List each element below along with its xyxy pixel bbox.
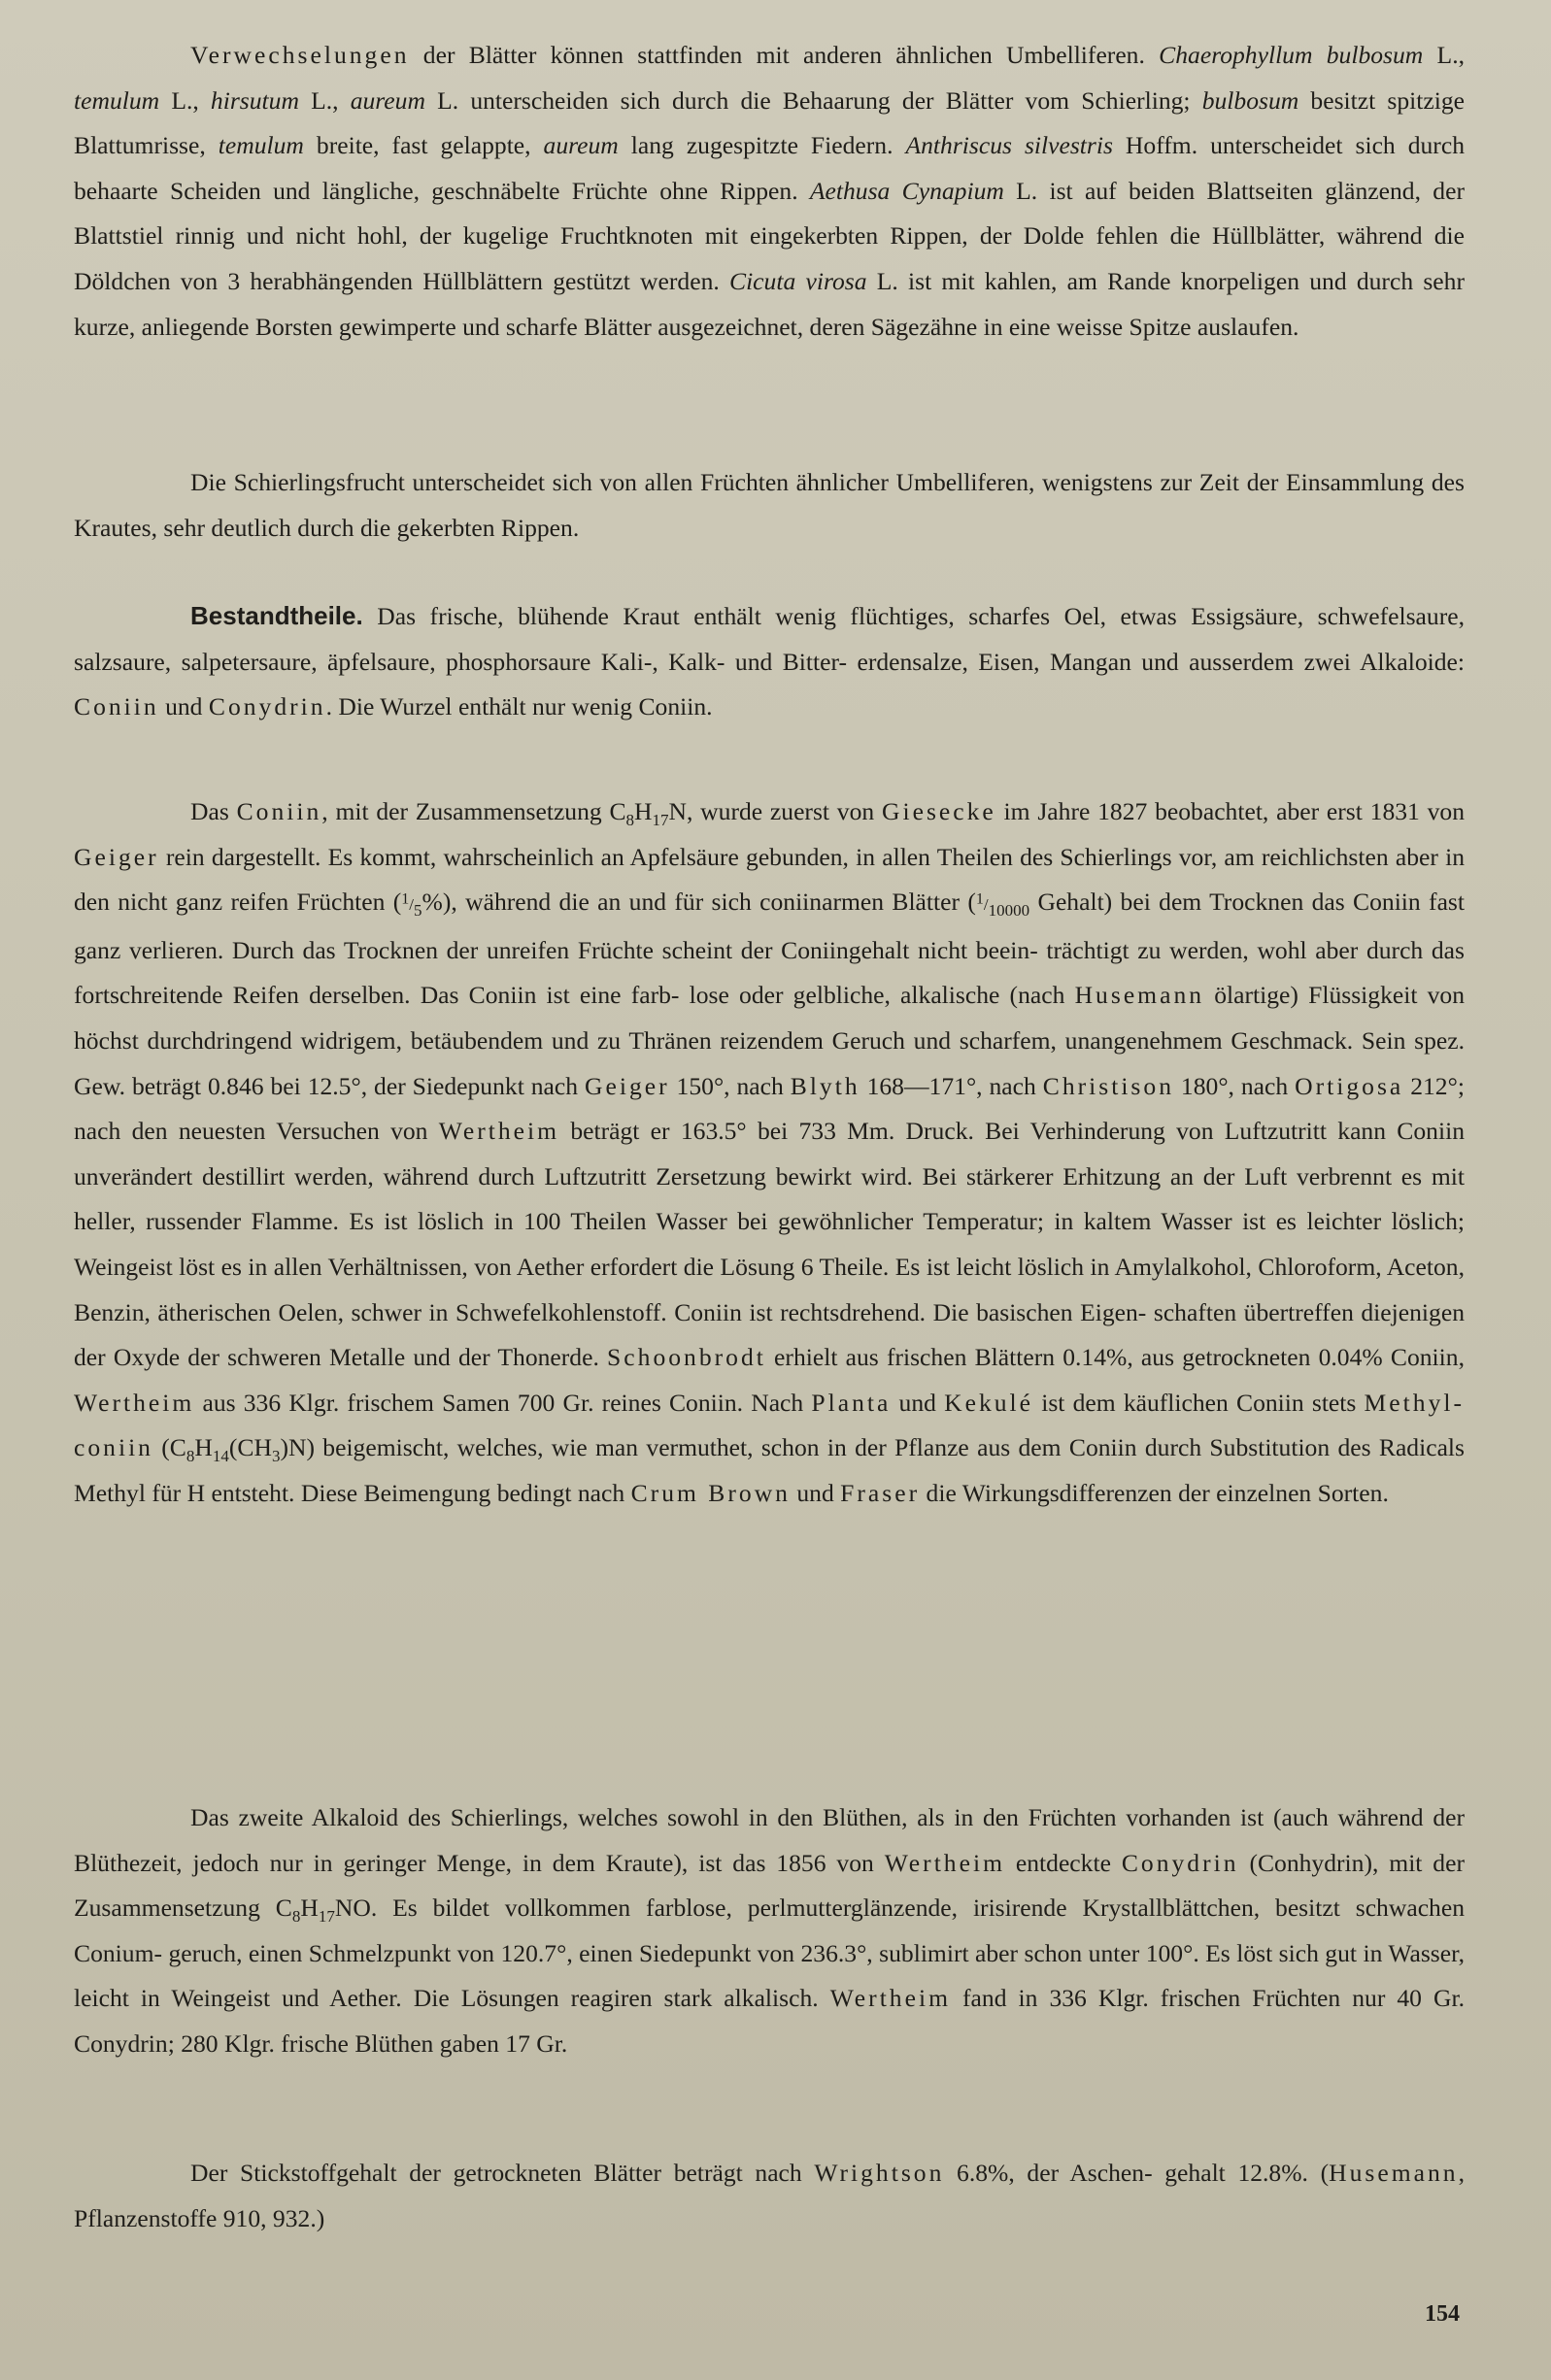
paragraph-confusions: Verwechselungen der Blätter können stattfinden mit anderen ähnlichen Umbelliferen. Chaerophyllum bulbosum L., temulum L., hirsutum L., aureum L. unterscheiden sich durch die Behaarung der Blätter vom Schierling; bulbosum besitzt spitzige Blattumrisse, temulum breite, fast gelappte, aureum lang zugespitzte Fiedern. Anthriscus silvestris Hoffm. unterscheidet sich durch behaarte Scheiden und längliche, geschnäbelte Früchte ohne Rippen. Aethusa Cynapium L. ist auf beiden Blattseiten glänzend, der Blattstiel rinnig und nicht hohl, der kugelige Fruchtknoten mit eingekerbten Rippen, der Dolde fehlen die Hüllblätter, während die Döldchen von 3 herabhängenden Hüllblättern gestützt werden. Cicuta virosa L. ist mit kahlen, am Rande knorpeligen und durch sehr kurze, anliegende Borsten gewimperte und scharfe Blätter ausgezeichnet, deren Sägezähne in eine weisse Spitze auslaufen.: [74, 41, 1465, 341]
paragraph-constituents: Bestandtheile. Das frische, blühende Kraut enthält wenig flüchtiges, scharfes Oel, etwas Essigsäure, schwefelsaure, salzsaure, salpetersaure, äpfelsaure, phosphorsaure Kali-, Kalk- und Bitter- erdensalze, Eisen, Mangan und ausserdem zwei Alkaloide: Coniin und Conydrin. Die Wurzel enthält nur wenig Coniin.: [74, 601, 1465, 721]
paragraph-fruit: Die Schierlingsfrucht unterscheidet sich von allen Früchten ähnlicher Umbelliferen, wenigstens zur Zeit der Einsammlung des Krautes, sehr deutlich durch die gekerbten Rippen.: [74, 468, 1465, 542]
paragraph-conydrin: Das zweite Alkaloid des Schierlings, welches sowohl in den Blüthen, als in den Früchten vorhanden ist (auch während der Blüthezeit, jedoch nur in geringer Menge, in dem Kraute), ist das 1856 von Wertheim entdeckte Conydrin (Conhydrin), mit der Zusammensetzung $C_8H_{17}NO$. Es bildet vollkommen farblose, perlmutterglänzende, irisirende Krystallblättchen, besitzt schwachen Conium- geruch, einen Schmelzpunkt von 120.7°, einen Siedepunkt von 236.3°, sublimirt aber schon unter 100°. Es löst sich gut in Wasser, leicht in Weingeist und Aether. Die Lösungen reagiren stark alkalisch. Wertheim fand in 336 Klgr. frischen Früchten nur 40 Gr. Conydrin; 280 Klgr. frische Blüthen gaben 17 Gr.: [74, 1803, 1466, 2058]
paragraph-coniin: Das Coniin, mit der Zusammensetzung $C_8H_{17}N$, wurde zuerst von Giesecke im Jahre 1827 beobachtet, aber erst 1831 von Geiger rein dargestellt. Es kommt, wahrscheinlich an Apfelsäure gebunden, in allen Theilen des Schierlings vor, am reichlichsten aber in den nicht ganz reifen Früchten $(^1/_5\%)$, während die an und für sich coniinarmen Blätter ($^1/_{10000}$ Gehalt) bei dem Trocknen das Coniin fast ganz verlieren. Durch das Trocknen der unreifen Früchte scheint der Coniingehalt nicht beein- trächtigt zu werden, wohl aber durch das fortschreitende Reifen derselben. Das Coniin ist eine farb- lose oder gelbliche, alkalische (nach Husemann ölartige) Flüssigkeit von höchst durchdringend widrigem, betäubendem und zu Thränen reizendem Geruch und scharfem, unangenehmem Geschmack. Sein spez. Gew. beträgt 0.846 bei 12.5°, der Siedepunkt nach Geiger 150°, nach Blyth 168—171°, nach Christison 180°, nach Ortigosa 212°; nach den neuesten Versuchen von Wertheim beträgt er 163.5° bei 733 Mm. Druck. Bei Verhinderung von Luftzutritt kann Coniin unverändert destillirt werden, während durch Luftzutritt Zersetzung bewirkt wird. Bei stärkerer Erhitzung an der Luft verbrennt es mit heller, russender Flamme. Es ist löslich in 100 Theilen Wasser bei gewöhnlicher Temperatur; in kaltem Wasser ist es leichter löslich; Weingeist löst es in allen Verhältnissen, von Aether erfordert die Lösung 6 Theile. Es ist leicht löslich in Amylalkohol, Chloroform, Aceton, Benzin, ätherischen Oelen, schwer in Schwefelkohlenstoff. Coniin ist rechtsdrehend. Die basischen Eigen- schaften übertreffen diejenigen der Oxyde der schweren Metalle und der Thonerde. Schoonbrodt erhielt aus frischen Blättern 0.14%, aus getrockneten 0.04% Coniin, Wertheim aus 336 Klgr. frischem Samen 700 Gr. reines Coniin. Nach Planta und Kekulé ist dem käuflichen Coniin stets Methyl- coniin $(C_8H_{14}(CH_3)N)$ beigemischt, welches, wie man vermuthet, schon in der Pflanze aus dem Coniin durch Substitution des Radicals Methyl für H entsteht. Diese Beimengung bedingt nach Crum Brown und Fraser die Wirkungsdifferenzen der einzelnen Sorten.: [74, 797, 1466, 1507]
section-heading: Bestandtheile.: [190, 601, 363, 630]
page-number: 154: [1425, 2301, 1460, 2327]
paragraph-nitrogen: Der Stickstoffgehalt der getrockneten Blätter beträgt nach Wrightson 6.8%, der Aschen- gehalt 12.8%. (Husemann, Pflanzenstoffe 910, 932.): [74, 2159, 1465, 2232]
